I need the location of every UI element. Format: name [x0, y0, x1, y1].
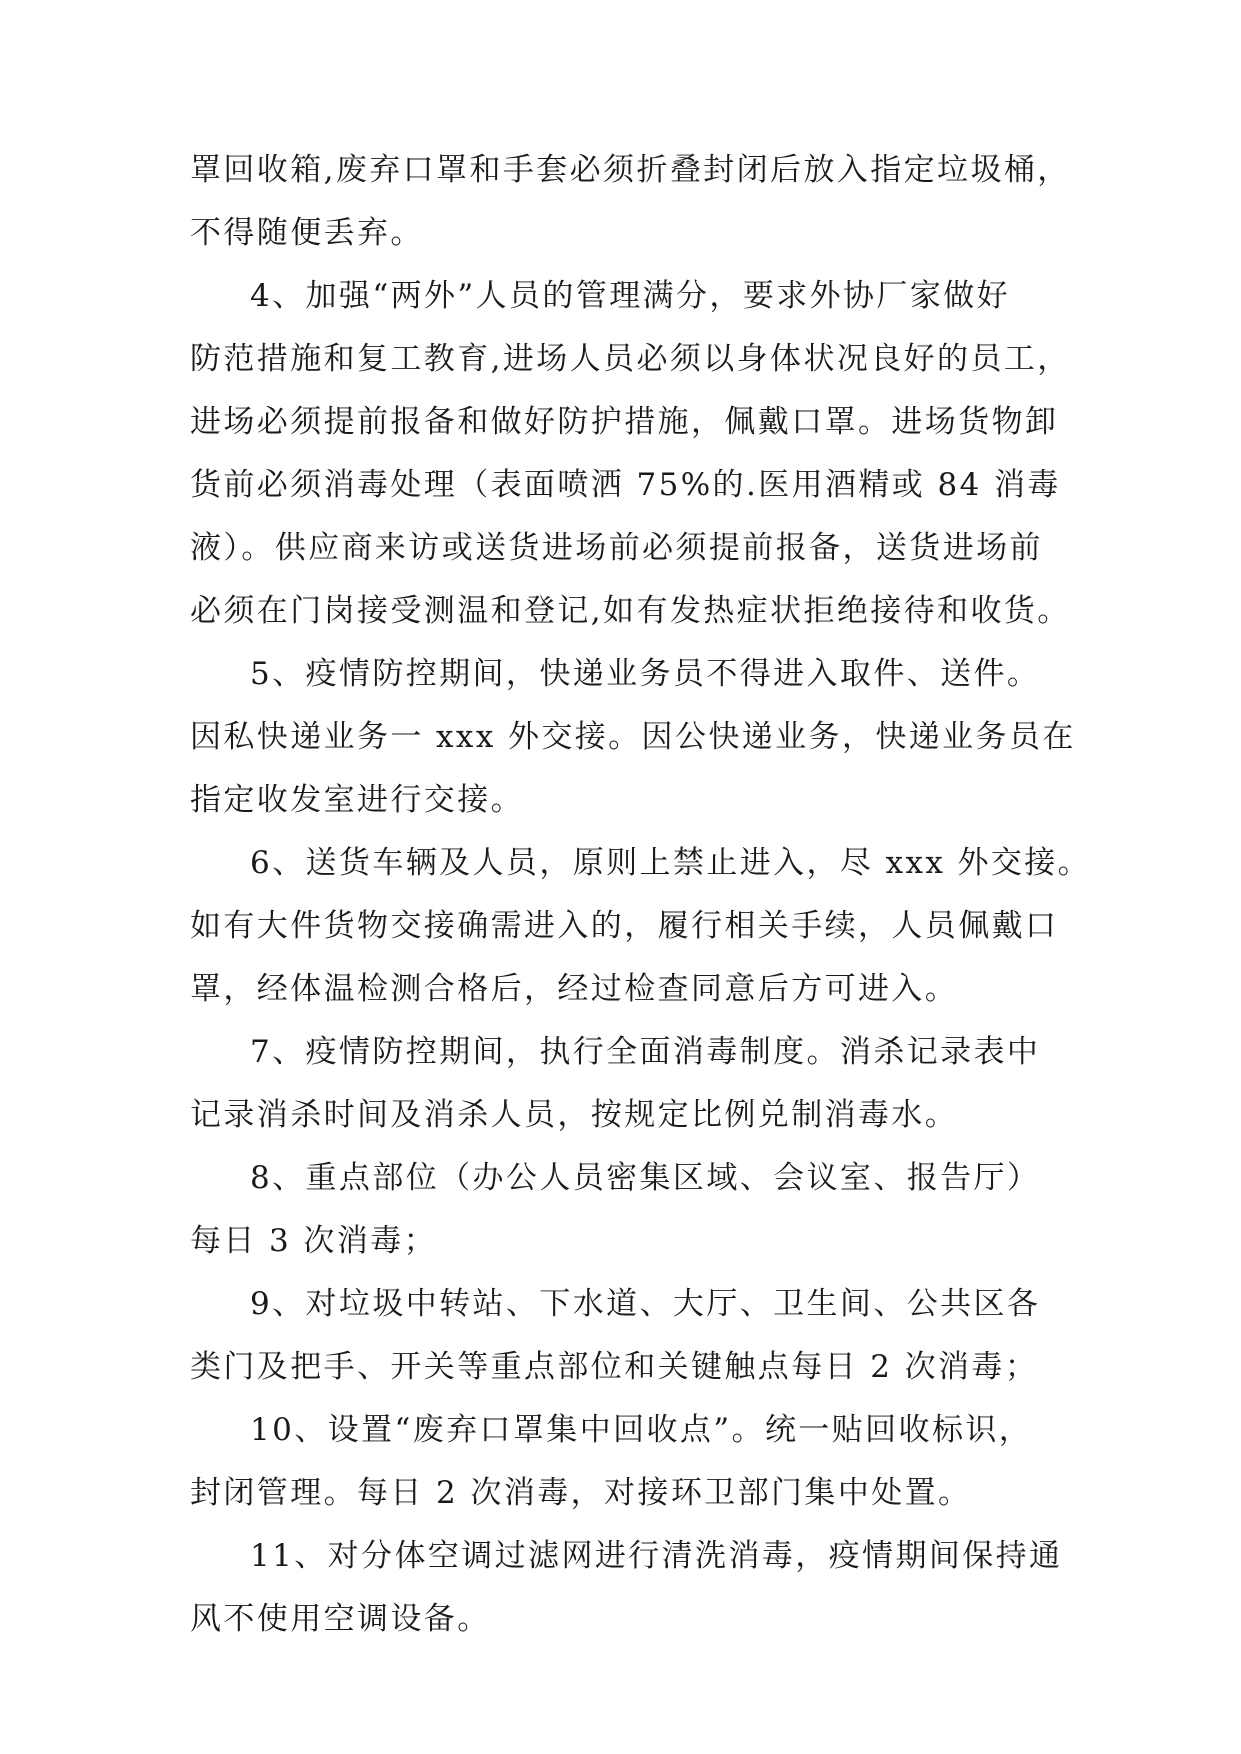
text-line: 货前必须消毒处理（表面喷洒 75%的.医用酒精或 84 消毒	[190, 467, 1061, 503]
text-line: 罩回收箱,废弃口罩和手套必须折叠封闭后放入指定垃圾桶，	[190, 152, 1071, 188]
text-line: 因私快递业务一 xxx 外交接。因公快递业务，快递业务员在	[190, 719, 1076, 755]
text-line: 防范措施和复工教育,进场人员必须以身体状况良好的员工，	[190, 341, 1071, 377]
text-line: 罩，经体温检测合格后，经过检查同意后方可进入。	[190, 971, 959, 1007]
text-line: 进场必须提前报备和做好防护措施，佩戴口罩。进场货物卸	[190, 404, 1059, 440]
text-line: 如有大件货物交接确需进入的，履行相关手续，人员佩戴口	[190, 908, 1059, 944]
text-line: 类门及把手、开关等重点部位和关键触点每日 2 次消毒；	[190, 1349, 1039, 1385]
text-line: 4、加强“两外”人员的管理满分，要求外协厂家做好	[250, 278, 1011, 314]
text-line: 9、对垃圾中转站、下水道、大厅、卫生间、公共区各	[250, 1286, 1041, 1322]
text-line: 10、设置“废弃口罩集中回收点”。统一贴回收标识，	[250, 1412, 1033, 1448]
text-line: 6、送货车辆及人员，原则上禁止进入，尽 xxx 外交接。	[250, 845, 1092, 881]
text-line: 每日 3 次消毒；	[190, 1223, 438, 1259]
text-line: 指定收发室进行交接。	[190, 782, 524, 818]
text-line: 11、对分体空调过滤网进行清洗消毒，疫情期间保持通	[250, 1538, 1063, 1574]
text-line: 风不使用空调设备。	[190, 1601, 491, 1637]
text-line: 封闭管理。每日 2 次消毒，对接环卫部门集中处置。	[190, 1475, 972, 1511]
text-line: 必须在门岗接受测温和登记,如有发热症状拒绝接待和收货。	[190, 593, 1071, 629]
text-line: 5、疫情防控期间，快递业务员不得进入取件、送件。	[250, 656, 1041, 692]
text-line: 8、重点部位（办公人员密集区域、会议室、报告厅）	[250, 1160, 1041, 1196]
text-line: 7、疫情防控期间，执行全面消毒制度。消杀记录表中	[250, 1034, 1041, 1070]
text-line: 不得随便丢弃。	[190, 215, 424, 251]
text-line: 记录消杀时间及消杀人员，按规定比例兑制消毒水。	[190, 1097, 959, 1133]
text-line: 液）。供应商来访或送货进场前必须提前报备，送货进场前	[190, 530, 1043, 566]
